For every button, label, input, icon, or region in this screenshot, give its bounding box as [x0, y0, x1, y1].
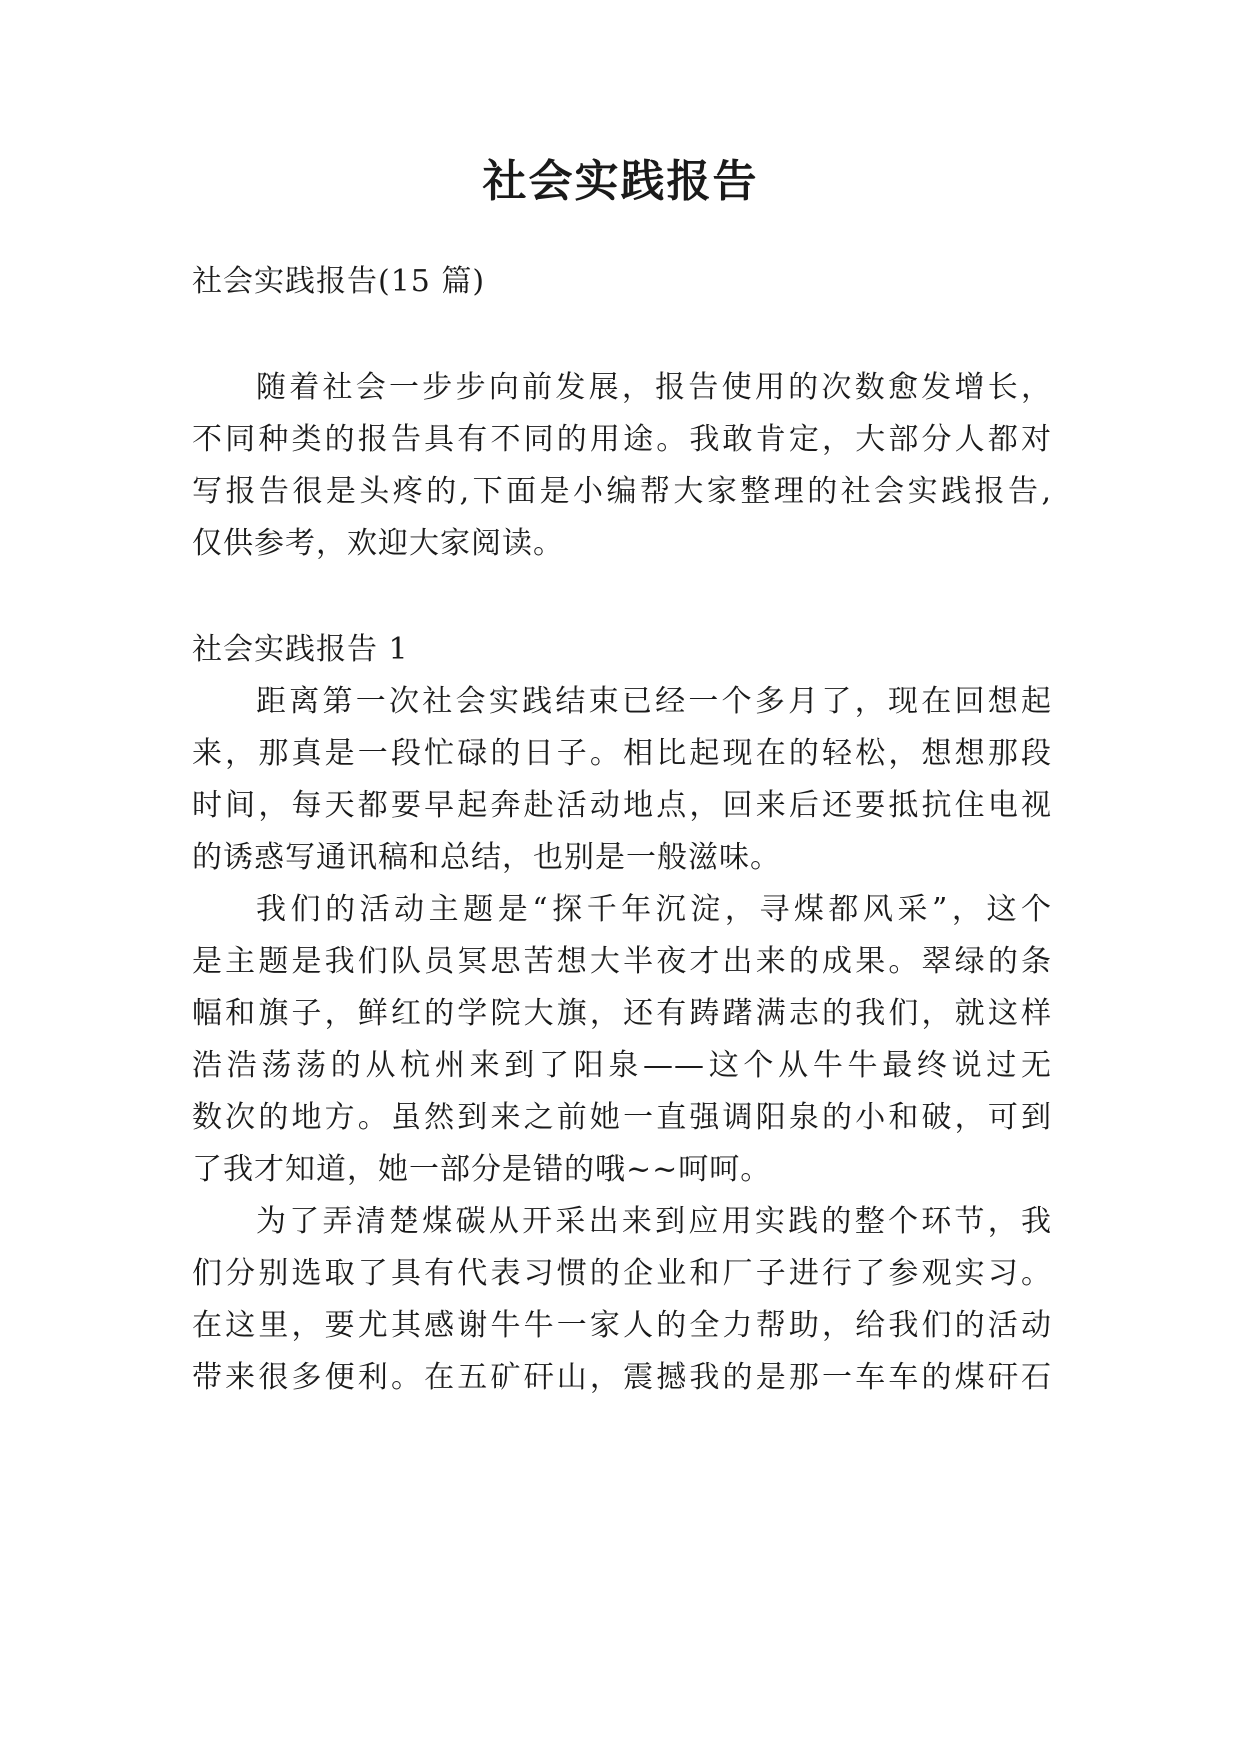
intro-line: 仅供参考，欢迎大家阅读。	[192, 526, 564, 561]
section-line: 了我才知道，她一部分是错的哦~~呵呵。	[192, 1152, 772, 1187]
section-heading: 社会实践报告 1	[192, 632, 409, 667]
section-line: 们分别选取了具有代表习惯的企业和厂子进行了参观实习。	[192, 1256, 1052, 1291]
section-line: 为了弄清楚煤碳从开采出来到应用实践的整个环节，我	[256, 1204, 1052, 1239]
section-line: 浩浩荡荡的从杭州来到了阳泉——这个从牛牛最终说过无	[192, 1048, 1052, 1083]
section-line: 的诱惑写通讯稿和总结，也别是一般滋味。	[192, 840, 781, 875]
document-subtitle: 社会实践报告(15 篇)	[192, 264, 486, 299]
intro-line: 写报告很是头疼的,下面是小编帮大家整理的社会实践报告,	[192, 474, 1052, 509]
intro-line: 随着社会一步步向前发展，报告使用的次数愈发增长，	[256, 370, 1052, 405]
section-line: 数次的地方。虽然到来之前她一直强调阳泉的小和破，可到	[192, 1100, 1052, 1135]
section-line: 是主题是我们队员冥思苦想大半夜才出来的成果。翠绿的条	[192, 944, 1052, 979]
section-line: 在这里，要尤其感谢牛牛一家人的全力帮助，给我们的活动	[192, 1308, 1052, 1343]
intro-line: 不同种类的报告具有不同的用途。我敢肯定，大部分人都对	[192, 422, 1052, 457]
document-title: 社会实践报告	[482, 156, 759, 207]
section-line: 带来很多便利。在五矿矸山，震撼我的是那一车车的煤矸石	[192, 1360, 1052, 1395]
section-line: 我们的活动主题是“探千年沉淀，寻煤都风采”，这个	[256, 892, 1052, 927]
section-line: 距离第一次社会实践结束已经一个多月了，现在回想起	[256, 684, 1052, 719]
section-line: 来，那真是一段忙碌的日子。相比起现在的轻松，想想那段	[192, 736, 1052, 771]
section-line: 时间，每天都要早起奔赴活动地点，回来后还要抵抗住电视	[192, 788, 1052, 823]
section-line: 幅和旗子，鲜红的学院大旗，还有踌躇满志的我们，就这样	[192, 996, 1052, 1031]
